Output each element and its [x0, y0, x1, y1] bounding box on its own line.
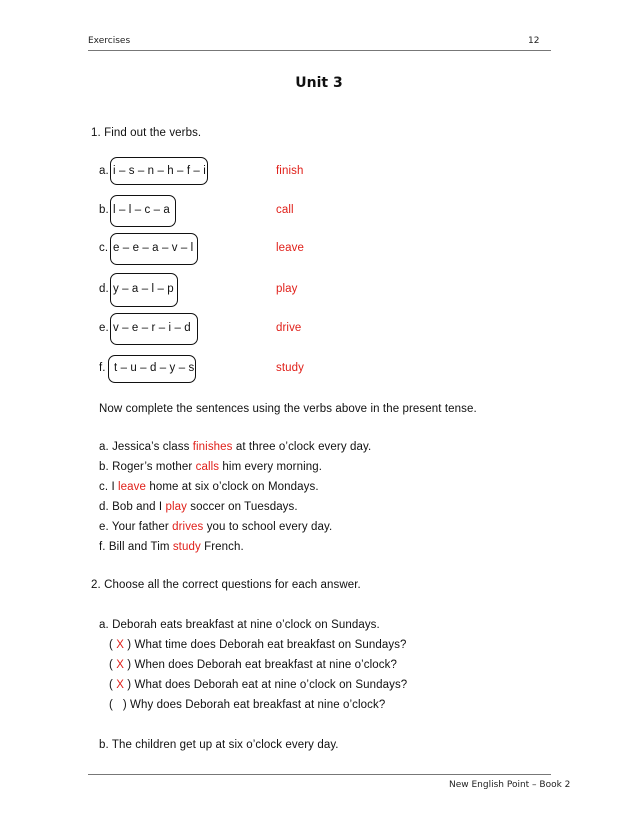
- sentence: [99, 441, 371, 453]
- item-answer: study: [276, 362, 304, 374]
- item-prefix: a.: [99, 165, 109, 177]
- option-mark: X: [116, 639, 125, 651]
- item-scramble: t – u – d – y – s: [114, 362, 195, 374]
- sentence: [99, 521, 332, 533]
- sentence-text: b. Roger’s mother: [99, 461, 196, 473]
- sentence-text: e. Your father: [99, 521, 173, 533]
- item-answer: drive: [276, 322, 302, 334]
- sentence: [99, 501, 298, 513]
- option-text: ) When does Deborah eat breakfast at nine o’clock?: [124, 659, 397, 671]
- sentence-text: c. I: [99, 481, 119, 493]
- item-answer: call: [276, 204, 294, 216]
- item-scramble: i – s – n – h – f – i: [113, 165, 206, 177]
- item-prefix: c.: [99, 242, 109, 254]
- footer-book-title: New English Point – Book 2: [449, 780, 571, 790]
- item-prefix: d.: [99, 283, 109, 295]
- item-answer: finish: [276, 165, 304, 177]
- item-answer: play: [276, 283, 298, 295]
- sentence-text: f. Bill and Tim: [99, 541, 173, 553]
- sentence-text: at three o’clock every day.: [232, 441, 372, 453]
- sentence-verb: calls: [195, 461, 220, 473]
- q2-statement-a: a. Deborah eats breakfast at nine o’clock on Sundays.: [99, 619, 380, 631]
- q2-option: ( X ) What time does Deborah eat breakfast on Sundays?: [109, 639, 407, 651]
- sentence-text: a. Jessica’s class: [99, 441, 193, 453]
- sentence-text: him every morning.: [219, 461, 323, 473]
- item-prefix: e.: [99, 322, 109, 334]
- option-text: ) What does Deborah eat at nine o’clock on Sundays?: [124, 679, 408, 691]
- item-prefix: b.: [99, 204, 109, 216]
- item-scramble: e – e – a – v – l: [113, 242, 194, 254]
- q2-option: ( X ) When does Deborah eat breakfast at nine o’clock?: [109, 659, 397, 671]
- option-text: ) Why does Deborah eat breakfast at nine o’clock?: [112, 699, 386, 711]
- option-text: ) What time does Deborah eat breakfast on Sundays?: [124, 639, 407, 651]
- sentence-text: soccer on Tuesdays.: [187, 501, 298, 513]
- item-scramble: v – e – r – i – d: [113, 322, 191, 334]
- sentence-verb: leave: [118, 481, 147, 493]
- option-mark: X: [116, 679, 125, 691]
- item-prefix: f.: [99, 362, 106, 374]
- item-answer: leave: [276, 242, 304, 254]
- header-left: Exercises: [88, 36, 131, 46]
- sentence: [99, 461, 322, 473]
- sentence-text: home at six o’clock on Mondays.: [146, 481, 319, 493]
- sentence: [99, 481, 319, 493]
- header-rule: [88, 50, 551, 51]
- sentence-text: d. Bob and I: [99, 501, 166, 513]
- q1-instruction: Now complete the sentences using the verbs above in the present tense.: [99, 403, 477, 415]
- sentence-verb: drives: [172, 521, 204, 533]
- sentence-text: you to school every day.: [203, 521, 333, 533]
- option-mark: X: [116, 659, 125, 671]
- q2-statement-b: b. The children get up at six o’clock every day.: [99, 739, 339, 751]
- footer-rule: [88, 774, 551, 775]
- page-title: Unit 3: [295, 75, 343, 91]
- sentence: [99, 541, 244, 553]
- sentence-verb: play: [165, 501, 188, 513]
- item-scramble: y – a – l – p: [113, 283, 174, 295]
- q2-heading: 2. Choose all the correct questions for each answer.: [91, 579, 361, 591]
- q2-option: ( ) Why does Deborah eat breakfast at nine o’clock?: [109, 699, 386, 711]
- sentence-verb: study: [172, 541, 201, 553]
- q2-option: ( X ) What does Deborah eat at nine o’clock on Sundays?: [109, 679, 408, 691]
- sentence-verb: finishes: [192, 441, 233, 453]
- q1-heading: 1. Find out the verbs.: [91, 127, 202, 139]
- sentence-text: French.: [200, 541, 244, 553]
- item-scramble: l – l – c – a: [113, 204, 170, 216]
- page-number: 12: [528, 36, 540, 46]
